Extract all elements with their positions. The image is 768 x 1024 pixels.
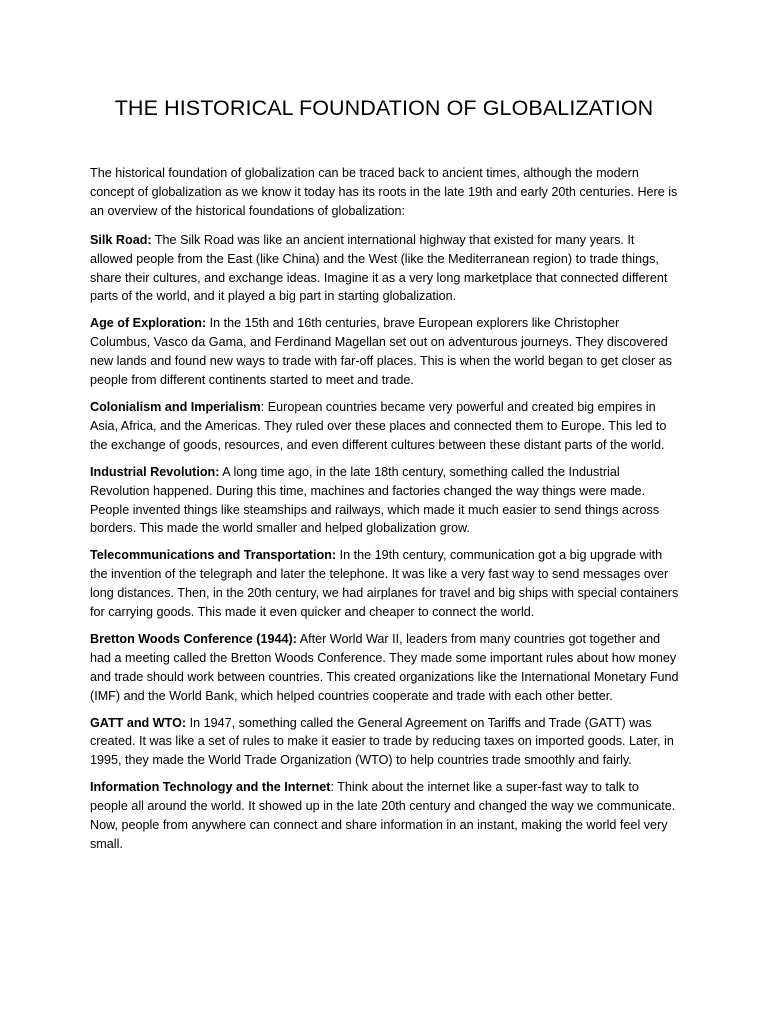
intro-paragraph: The historical foundation of globalization can be traced back to ancient times, although the modern concept of globalization as we know it today has its roots in the late 19th and early 20th centuries. Here is an overview of the historical foundations of globalization: bbox=[90, 166, 678, 218]
section-heading: GATT and WTO: bbox=[90, 715, 187, 730]
section-heading: Colonialism and Imperialism bbox=[90, 399, 261, 414]
section-telecommunications bbox=[90, 546, 680, 622]
section-text: : Think about the internet like a super-fast way to talk to people all around the world. It showed up in the late 20th century and changed the way we communicate. Now, people from anywhere can connect and share information in an instant, making the world feel very small. bbox=[90, 780, 676, 851]
section-heading: Bretton Woods Conference (1944): bbox=[90, 631, 297, 646]
section-age-of-exploration bbox=[90, 314, 680, 390]
page-title: THE HISTORICAL FOUNDATION OF GLOBALIZATION bbox=[114, 96, 654, 120]
section-heading: Telecommunications and Transportation: bbox=[90, 548, 337, 563]
section-text: A long time ago, in the late 18th century, something called the Industrial Revolution happened. During this time, machines and factories changed the way things were made. People invented things like steamships and railways, which made it much easier to send things across borders. This made the world smaller and helped globalization grow. bbox=[90, 464, 660, 536]
section-industrial-revolution bbox=[90, 463, 680, 539]
section-text: : European countries became very powerful and created big empires in Asia, Africa, and the Americas. They ruled over these places and connected them to Europe. This led to the exchange of goods, resources, and even different cultures between these distant parts of the world. bbox=[90, 399, 667, 452]
section-heading: Information Technology and the Internet bbox=[90, 780, 331, 795]
section-bretton-woods bbox=[90, 630, 680, 706]
document-body bbox=[90, 164, 680, 862]
section-text: In the 19th century, communication got a big upgrade with the invention of the telegraph and later the telephone. It was like a very fast way to send messages over long distances. Then, in the 20th century, we had airplanes for travel and big ships with special containers for carrying goods. This made it even quicker and cheaper to connect the world. bbox=[90, 548, 679, 620]
section-text: In 1947, something called the General Agreement on Tariffs and Trade (GATT) was created. It was like a set of rules to make it easier to trade by reducing taxes on imported goods. Later, in 1995, they made the World Trade Organization (WTO) to help countries trade smoothly and fairly. bbox=[90, 715, 674, 768]
section-text: The Silk Road was like an ancient international highway that existed for many years. It allowed people from the East (like China) and the West (like the Mediterranean region) to trade things, share their cultures, and exchange ideas. Imagine it as a very long marketplace that connected different parts of the world, and it played a big part in starting globalization. bbox=[90, 232, 668, 304]
section-heading: Industrial Revolution: bbox=[90, 464, 220, 479]
section-information-technology bbox=[90, 778, 680, 854]
section-colonialism bbox=[90, 398, 680, 455]
section-text: In the 15th and 16th centuries, brave European explorers like Christopher Columbus, Vasco da Gama, and Ferdinand Magellan set out on adventurous journeys. They discovered new lands and found new ways to trade with far-off places. This is when the world began to get closer as people from different continents started to meet and trade. bbox=[90, 316, 672, 388]
section-silk-road bbox=[90, 231, 680, 307]
section-heading: Silk Road: bbox=[90, 232, 152, 247]
section-heading: Age of Exploration: bbox=[90, 316, 207, 331]
section-gatt-wto bbox=[90, 714, 680, 771]
section-text: After World War II, leaders from many countries got together and had a meeting called the Bretton Woods Conference. They made some important rules about how money and trade should work between countries. This created organizations like the International Monetary Fund (IMF) and the World Bank, which helped countries cooperate and trade with each other better. bbox=[90, 631, 679, 703]
